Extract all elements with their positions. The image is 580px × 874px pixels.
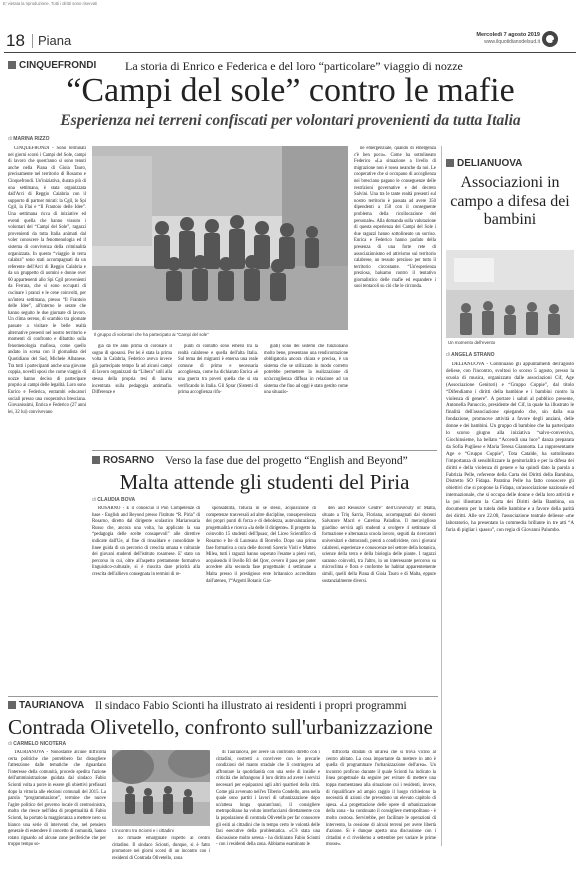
- tag-square-icon: [446, 159, 454, 167]
- article1-tag: CINQUEFRONDI: [8, 60, 96, 72]
- header-site: www.ilquotidianodelsud.it: [484, 39, 540, 45]
- tag-square-icon: [8, 61, 16, 69]
- article3-title: Contrada Olivetello, confronto sull'urbanizzazione: [8, 715, 433, 739]
- article1-byline: di MARINA RIZZO: [8, 136, 50, 142]
- sidebar-text: DELIANUOVA - Continuano gli appuntamenti dell'agosto deliese, con l'incontro, svoltosi lo scorso 5 agosto, presso la scuola di musica, organizzato dalle associazioni Cif, Age (Associazione Genitori) e “Gruppo Coppie”, dal titolo “Difendiamo i diritti della bambine e i bambini contro la violenza di genere”. A portare i saluti al pubblico presente, Antonella Panuccio, presidente del Cif, la quale ha illustrato le finalità dell'associazione spiegando che, sin dalla sua fondazione, promuove attività a favore degli anziani, delle donne e dei bambini. Un gruppo di bambine che ha partecipato lo scorso giugno alla iniziativa “salvo-conversiva, Giochinsieme, ha bellato “Accendi una luce” danza preparata da Sofia Pugliese e Maria Teresa Giannotta. La rappresentante Age e “Gruppo Coppie”, Tota Catalde, ha sottolineato l'importanza di sensibilizzare la genitorialità e per la difesa dei diritti e della violenza di genere e ha quindi dato la parola a Fabrizia Pelle, referente della Carta dei Diritti della Bambina, Distretto SO Fidapa. Paratina Pelle ha fatto conoscere gli obiettivi che si propone la Fidapa, un'associazione nazionale ed internazionale, che si occupa delle donne e della loro attività e la poi illustrato la Carta dei Diritti della Bambina, un documento per la tutela delle bambine e a favore della parità dei diritti. Alle ore 22.00, l'associazione teatrale deliesse «me laboratorio, ha presentato la commedia brillante in tre atti “A furia di pigliar i spassu”, con regia di Giovanni Palumbo.: [446, 362, 574, 533]
- article3-col4: difficoltà stradali di un'area che si trova vicino al centro abitato. La cosa importante da mettere in atto è quella di programmare l'urbanizzazione dell'area». Un incontro proficuo durante il quale Scionti ha indicato la linea progettuale da seguire per evitare di mettere una toppa momentanea alla situazione cui i residenti, invece, di riqualificare ad ampio raggio il luogo richiedono la necessità di azioni che prevedono un elevato capitolo di spesa. «La progettazione delle opere di urbanizzazione della zona - ha continuato il consigliere metropolitano - è molto costosa. Servirebbe, per facilitare le operazioni di intervento, la cessione di alcuni terreni per avere libertà d'azione. Si è dunque aperta una discussione con i cittadini e ci riveldemo a settembre per variare le prime mosse».: [326, 750, 436, 848]
- article3-col2: no rimaste emarginate rispetto al centro cittadino. Il sindaco Scionti, dunque, si è fatto promotore nei giorni scorsi di un incontro con i residenti di Contrada Olivetello, zona: [112, 836, 210, 861]
- article1-col3: punti di contatto sono emersi tra la realtà calabrese e quella dell'alta Italia. Sul tema dei migranti è emersa una reale comune di primo e necessaria accoglienza, come ha dichiarato Enrica «è una guerra tra poveri quella che si sta verificando in Italia. Gli Sprar (Sistemi di prima accoglienza rifu-: [178, 344, 258, 396]
- header-meta: [476, 32, 540, 45]
- article2-kicker: Verso la fase due del progetto “English and Beyond”: [165, 455, 408, 467]
- article2-col1: ROSARNO - È il conoscuo il Pon Competenze di base - English and Beyond presso l'Istituto “R. Piria” di Rosarno, diretto dal dirigente scolastico Mariarosaria Russo che, ancora una volta, ha applicato la sua “pedagogia delle scelte consapevoli” alle direttive indicate dall'Ue, al fine di rinsaldare e consolidare le linee guida di un percorso di crescita umana e culturale dei giovani studenti dell'istituto rosarnese. E' stato un percorso in cui, oltre all'aspetto prettamente formativo linguistico-culturale, si è riuscita dare priorità alla crescita dell'allievo consegnata in termini di re-: [92, 506, 200, 577]
- sidebar-byline: di ANGELA STRANO: [446, 352, 495, 358]
- logo-q-icon: [542, 31, 558, 47]
- article1-photo: [92, 146, 348, 330]
- article3-col3: di Taurianova, per avere un confronto diretto con i cittadini, costretti a convivere con le precarie condizioni del manto stradale che li costringeva ad affrontare la quotidianità con una serie di insidie e criticità che infrangono il loro diritto ad avere i servizi necessari per equipararsi agli altri quartieri della città. Come già avvenuto nell'ex Tiberio Condello, area nella quale sono partiti i lavori di urbanizzazione dopo un'attesa lunga quarant'anni, il consigliere metropolitano ha voluto interfacciarsi direttamente con la popolazione di contrada Olivetello per far conoscere gli esiti ai cittadini che in tempo certo le volontà delle fasi esecutive della problematica. «C'è stata una discussione molto serena - ha dichiarato Fabio Scionti - con i residenti della zona. Abbiamo esaminato le: [216, 750, 320, 848]
- article1-title: “Campi del sole” contro le mafie: [66, 72, 515, 109]
- header-rule: [4, 52, 576, 53]
- tag-square-icon: [92, 456, 100, 464]
- article2-title: Malta attende gli studenti del Piria: [119, 470, 410, 494]
- article2-tag: ROSARNO: [92, 455, 154, 467]
- article1-col4: giati) sono dei sistemi che funzionano molto bene, presentano una rendicontazione obbligatoria ancora chiara e precisa, è un sistema che se utilizzato in modo corretto potrebbe permettere la realizzazione di un'accoglienza diffusa in relazione ad un sistema che fino ad oggi è stato gestito come una situazio-: [264, 344, 348, 396]
- article2-col2: sponsabilità, fiducia in sé stessi, acquisizione di competenze trasversali ad altre discipline, consapevolezza dei propri punti di forza e di debolezza, autovalutazione, progettualità e ricerca «la delle il dirigente». Il progetto ha coinvolto 15 studenti dell'Ipsasr, del Liceo Scientifico di Rosarno e Ite di Laureana di Borrello. Dopo una prima fase formativa a cura delle docenti Saverio Violi e Matteo Milea, tutti i ragazzi hanno superato l'esame a pieni voti, acquisendo il livello B1 del Qcer, ovvero il pass per poter accedere alla seconda fase progettuale: 4 settimane a Malta presso il prestigioso ente britannico accreditato dall'ateneo, l'“Argotti Botanic Gar-: [206, 506, 316, 584]
- tag-square-icon: [8, 701, 16, 709]
- article1-kicker: La storia di Enrico e Federica e del loro “particolare” viaggio di nozze: [125, 59, 463, 73]
- sidebar-divider: [441, 146, 442, 846]
- header-date: Mercoledì 7 agosto 2019: [476, 32, 540, 38]
- article3-caption: L'incontro tra Scionti e i cittadini: [112, 828, 174, 833]
- sidebar-caption: Un momento dell'evento: [448, 340, 496, 345]
- article3-kicker: Il sindaco Fabio Scionti ha illustrato ai residenti i propri programmi: [95, 700, 407, 712]
- header-divider: [32, 34, 33, 48]
- section-name: Piana: [38, 33, 72, 48]
- article2-rule: [92, 450, 437, 451]
- article1-subtitle: Esperienza nei terreni confiscati per volontari provenienti da tutta Italia: [60, 112, 521, 129]
- page-number: 18: [6, 31, 25, 50]
- article3-tag: TAURIANOVA: [8, 700, 84, 712]
- article3-col1: TAURIANOVA - Nonostante alcune difficoltà certa politiche che potrebbero far distogliere l'attenzione dalle tematiche che riguardano l'interesse della comunità, procede spedita l'azione dell'amministrazione guidata dal sindaco Fabio Scionti volta a porre in essere gli obiettivi prefissati dopo la vittoria alle elezioni comunali del 2015. La parola “programmazione”, termine che nuove l'agire politico del governo locale di centrosinistra, molto che riesce nell'idea di progettualità di Fabio Scionti, ha portato la maggioranza a mettere nero su bianco una serie di interventi che, nel pensiero generale di estendere il concetto di comunità, hanno rotato riguardo ad alcune zone periferiche che per troppo tempo so-: [8, 750, 106, 848]
- article2-col3: den and Resource Centre” dell'University of Malta, situato a Triq Sarria, Floriana, accompagnati dai docenti Salvatore Macrì e Caterina Paladino. Il meraviglioso giardino servirà agli studenti a svolgere 4 settimane di formazione e alternanza scuola lavoro, seguiti da ricercatori universitari e dottorandi, prenti a condividere, con i giovani calabresi, esperienze e conoscenze nel settore della botanica, scienze della terra e della biologia delle piante. I ragazzi saranno coinvolti, tra l'altro, in un interessante percorso su microclima e flora e conforme ho habitat apparentemente simili, quelli della Piana di Gioia Tauro e di Malta, eppure sostanzialmente diversi.: [322, 506, 436, 584]
- article1-caption: Il gruppo di volontari che ha partecipato ai “Campi del sole”: [94, 332, 209, 337]
- sidebar-photo: [446, 250, 574, 338]
- article1-col2: già da tre anni prima di coronare il sogno di sposarsi. Per lei è stata la prima volta in Calabria, Federico aveva invece già partecipato tempo fa ad alcuni campi di lavoro organizzati da “Libera” utili alla stessa della propria tesi di laurea incentrata sulla pedagogia antimafia. Differenze e: [92, 344, 172, 396]
- article1-col1: CINQUEFRONDI - Sono terminati nei giorni scorsi i Campi del Sole, campi di lavoro che quest'anno si sono tenuti anche nella Piana di Gioia Tauro, precisamente nel territorio di Rosarno e Cinquefrondi. Un'iniziativa, durata più di una settimana, è stata organizzata dall'Arci di Reggio Calabria con il supporto di partner mirati: la Cgil, lo Spi Cgil, la Flai e “Il Frantoio delle Idee”. Una settimana ricca di iniziative ed eventi quella che hanno vissuto i volontari del “Campi del Sole”, ragazzi provenienti da tutta Italia animati dal voler conoscere la fenomenologia ed il sistema di convivenza della criminalità organizzata. In questo “viaggio in terra calabra” sono stati accompagnati da un referente dell'Arci di Reggio Calabria e da un gruppetto di uomini e donne over 60 appartenenti allo Spi Cgil provenienti da Ferrara, che si sono occupati di cucinare i pranzi e le cene coinvolti, per un'intera settimana, presso “Il Frantoio delle Idee”, all'interno le serate che hanno seguito le due giornate di lavoro. Un clima sereno, di scambio tra giornate passate a visitare le belle realtà alternative presenti nel nostro territorio e momenti di confronto e dibattito sulla fenomenologia mafiosa, come quello andato in scena con il giornalista del Quotidiano del Sud, Michele Albanese. Tra tutti i partecipanti anche una giovane coppia, novelli sposi che come viaggio di nozze hanno deciso di partecipare proprio ai campi delle legalità. Loro sono Enrico e Federica, entrambi educatori sociali presso una cooperativa bresciana. Giovanissimi, Enrica e Federico (27 anni lei, 32 lui) convivevano: [8, 146, 86, 415]
- article1-col5: ne emergenziale, quando di emergenza c'è ben poco». Come ha sottolineato Federico «La situazione a livello di migrazione non è rosea neanche da noi. Le cooperative che si occupano di accoglienza nei bresciano pagano le conseguenze delle restrizioni governative e del decreto Salvini. Una tra le tante realtà presenti sul nostro territorio è passata ad avere 350 dipendenti a 150 con il conseguente problema della ricollocazione del personale». Alla domanda sulla valutazione di questa esperienza dei Campi del Sole i due ragazzi hanno sottolineato un sorriso. Enrica e Federico hanno parlato della presenza di una forte rete di associazionismo ed attivismo sul territorio calabrese, un tessuto prezioso per tutto il territorio circostante. “Un'esperienza preziosa, balsamo contro il tentativo giornalistico delle mafie ed espandere i suoi tentacoli su ciò che le circonda.: [354, 146, 436, 290]
- article2-byline: di CLAUDIA BOVA: [92, 497, 136, 503]
- article3-photo: [112, 750, 210, 826]
- article3-rule: [8, 696, 438, 697]
- sidebar-title: Associazioni in campo a difesa dei bambini: [450, 174, 570, 228]
- sidebar-tag: DELIANUOVA: [446, 158, 522, 170]
- copyright-notice: E' vietata la riproduzione. Tutti i diritti sono riservati: [3, 1, 98, 6]
- article3-byline: di CARMELO NICOTERA: [8, 741, 67, 747]
